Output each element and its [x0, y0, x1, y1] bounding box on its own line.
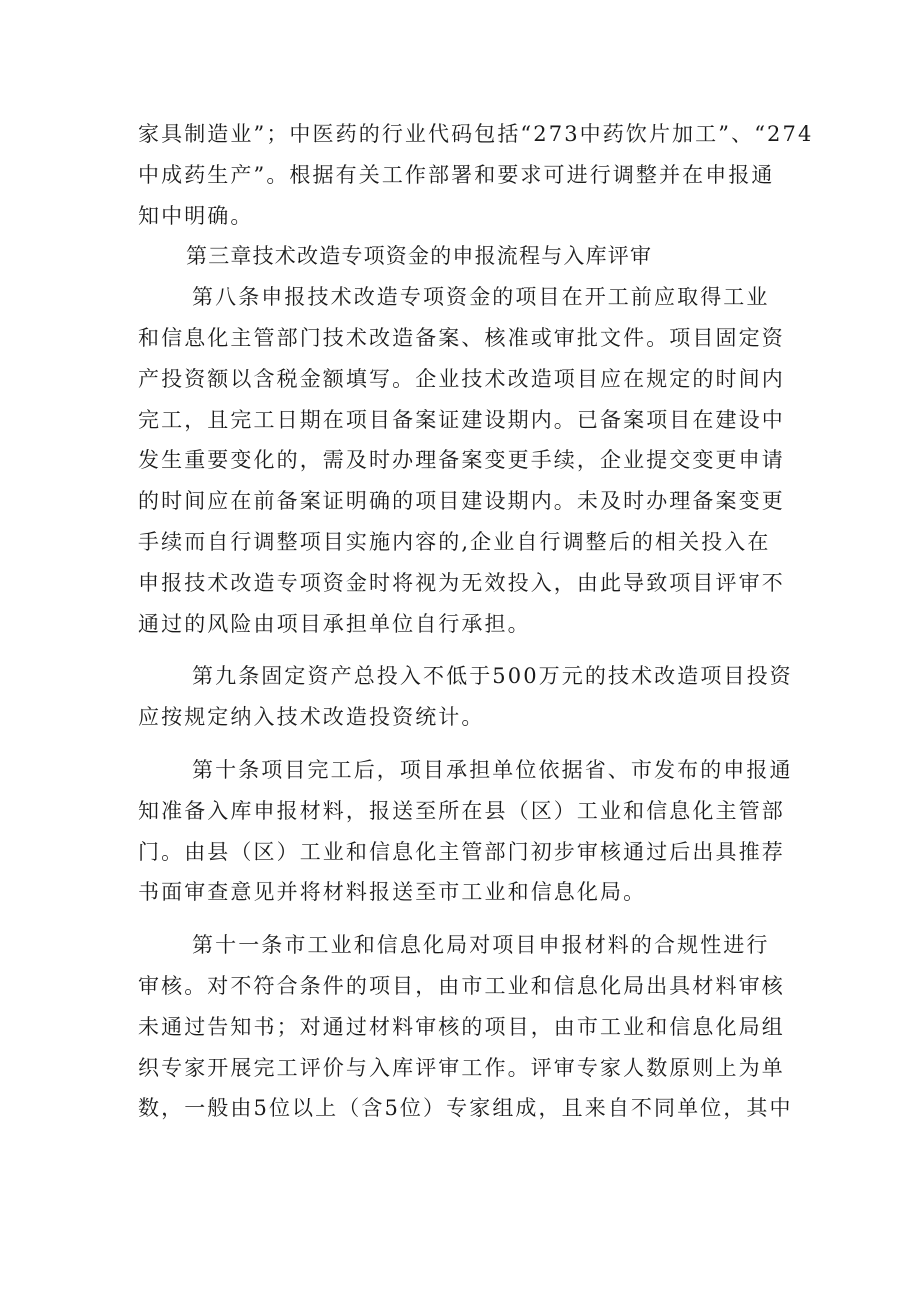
paragraph-spacer [138, 644, 788, 656]
text-line: 和信息化主管部门技术改造备案、核准或审批文件。项目固定资 [138, 325, 785, 350]
text-line: 书面审查意见并将材料报送至市工业和信息化局。 [138, 880, 647, 905]
chapter-title: 第三章技术改造专项资金的申报流程与入库评审 [186, 244, 653, 269]
text-line: 应按规定纳入技术改造投资统计。 [138, 705, 485, 730]
text-line: 第九条固定资产总投入不低于500万元的技术改造项目投资 [192, 664, 793, 689]
text-line: 织专家开展完工评价与入库评审工作。评审专家人数原则上为单 [138, 1055, 785, 1080]
paragraph-spacer [138, 738, 788, 750]
text-line: 未通过告知书；对通过材料审核的项目，由市工业和信息化局组 [138, 1014, 785, 1039]
text-line: 第八条申报技术改造专项资金的项目在开工前应取得工业 [192, 285, 770, 310]
text-line: 第十条项目完工后，项目承担单位依据省、市发布的申报通 [192, 757, 793, 782]
text-line: 完工，且完工日期在项目备案证建设期内。已备案项目在建设中 [138, 407, 785, 432]
text-line: 第十一条市工业和信息化局对项目申报材料的合规性进行 [192, 933, 770, 958]
paragraph-continued [138, 114, 814, 236]
text-line: 家具制造业”；中医药的行业代码包括“273中药饮片加工”、“274 [138, 122, 814, 146]
text-line: 申报技术改造专项资金时将视为无效投入，由此导致项目评审不 [138, 570, 785, 595]
paragraph-article-10 [138, 750, 793, 913]
text-line: 知中明确。 [138, 203, 254, 228]
paragraph-article-8 [138, 277, 788, 644]
text-line: 知准备入库申报材料，报送至所在县（区）工业和信息化主管部 [138, 798, 785, 823]
paragraph-article-9 [138, 656, 793, 738]
text-line: 产投资额以含税金额填写。企业技术改造项目应在规定的时间内 [138, 366, 785, 391]
text-line: 数，一般由5位以上（含5位）专家组成，且来自不同单位，其中 [138, 1096, 793, 1121]
text-line: 发生重要变化的，需及时办理备案变更手续，企业提交变更申请 [138, 448, 785, 473]
paragraph-spacer [138, 913, 788, 925]
text-line: 门。由县（区）工业和信息化主管部门初步审核通过后出具推荐 [138, 839, 785, 864]
chapter-heading [138, 236, 788, 277]
text-line: 通过的风险由项目承担单位自行承担。 [138, 611, 531, 636]
text-line: 手续而自行调整项目实施内容的,企业自行调整后的相关投入在 [138, 529, 771, 554]
document-page [138, 114, 814, 1129]
text-line: 审核。对不符合条件的项目，由市工业和信息化局出具材料审核 [138, 973, 785, 998]
text-line: 的时间应在前备案证明确的项目建设期内。未及时办理备案变更 [138, 489, 785, 514]
paragraph-article-11 [138, 925, 793, 1129]
text-line: 中成药生产”。根据有关工作部署和要求可进行调整并在申报通 [138, 162, 775, 187]
